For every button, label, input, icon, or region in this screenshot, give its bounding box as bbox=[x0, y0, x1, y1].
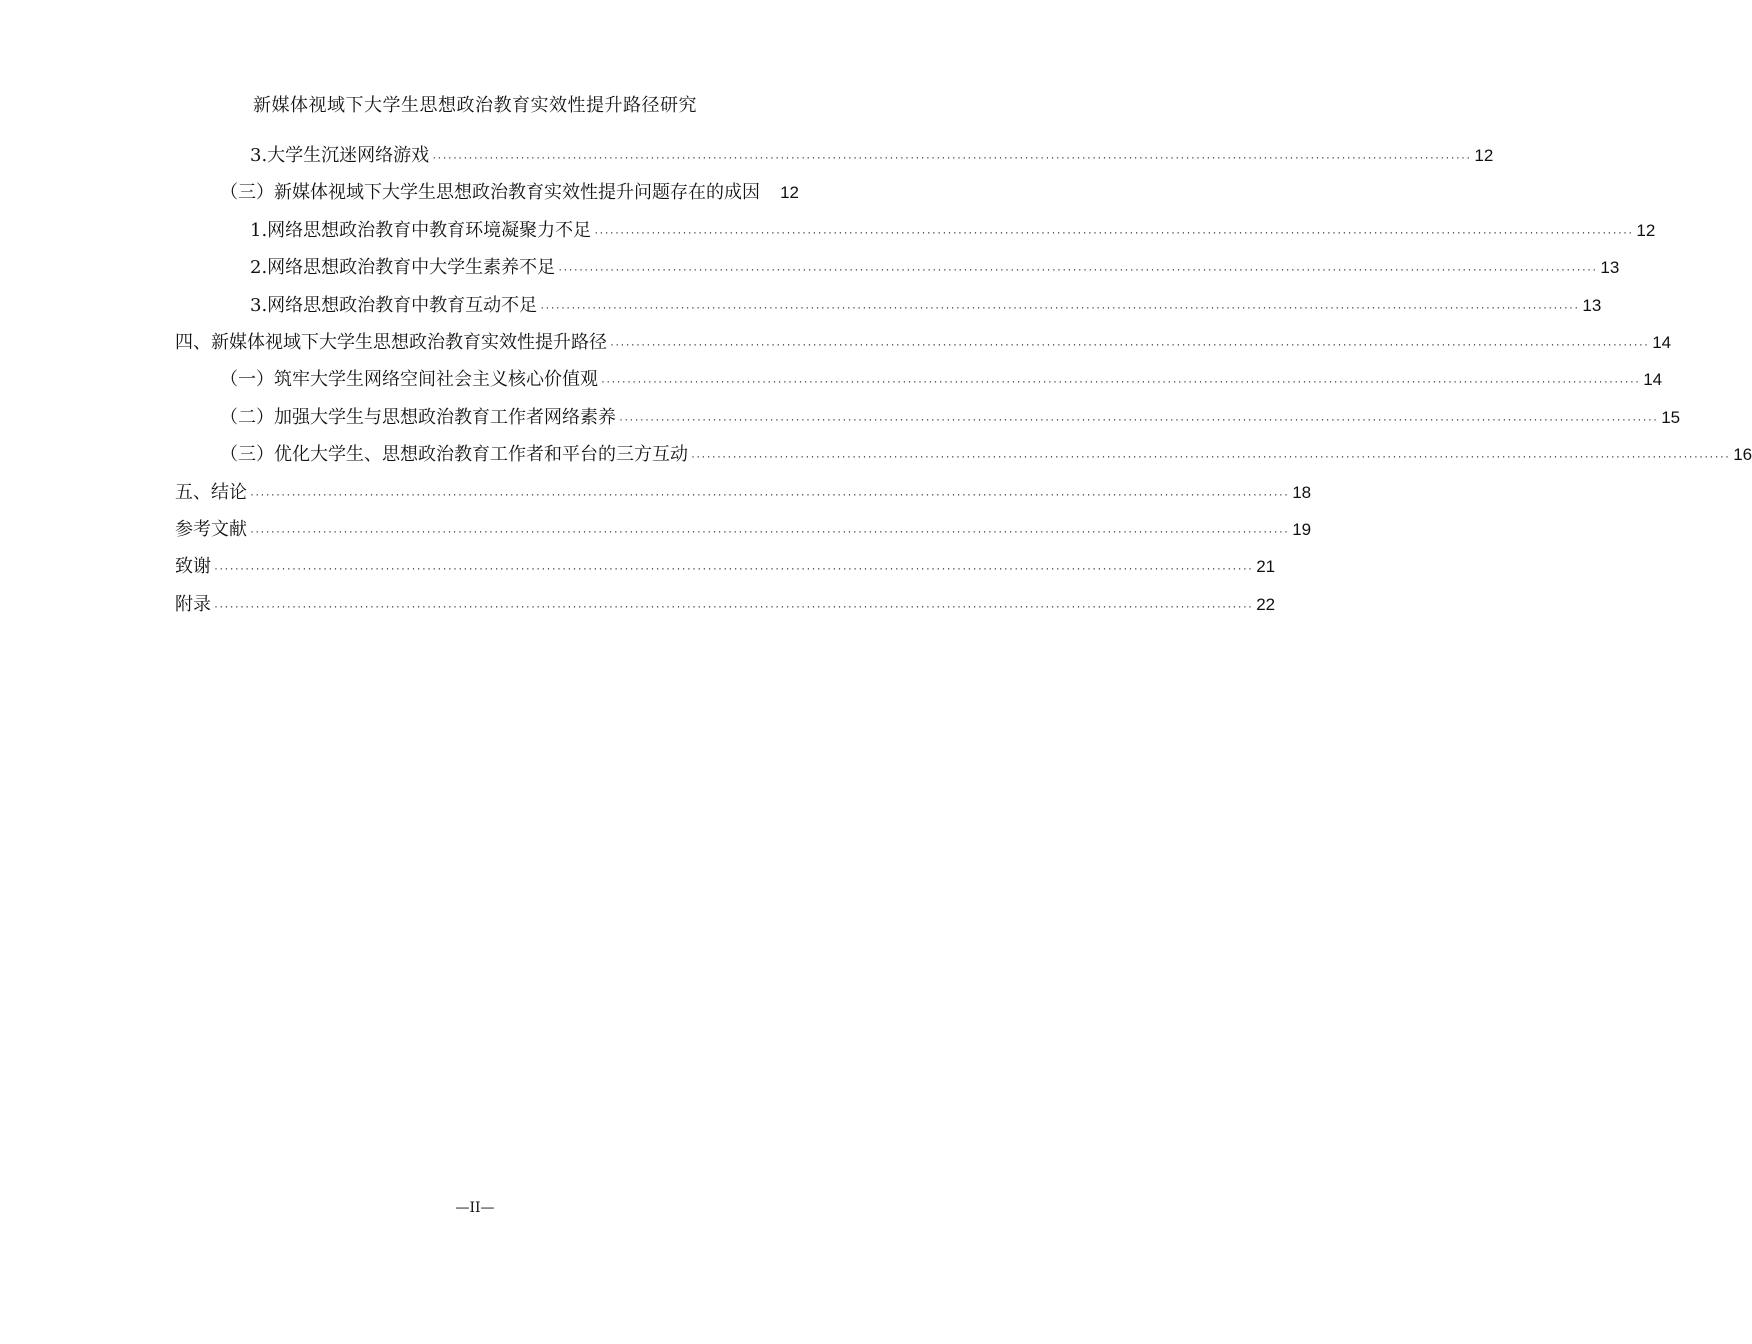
toc-page-number: 13 bbox=[1582, 295, 1602, 315]
toc-page-number: 13 bbox=[1600, 258, 1620, 278]
toc-entry[interactable] bbox=[175, 141, 1494, 178]
toc-dot-leader: ········································································································································································································ bbox=[594, 224, 1634, 239]
toc-page-number: 12 bbox=[780, 183, 799, 203]
toc-page-number: 12 bbox=[1474, 146, 1494, 165]
toc-dot-leader: ········································································································································································································ bbox=[214, 561, 1254, 576]
toc-entry-title: 1.网络思想政治教育中教育环境凝聚力不足 bbox=[250, 219, 592, 241]
toc-entry-title: （三）新媒体视域下大学生思想政治教育实效性提升问题存在的成因 bbox=[220, 182, 760, 204]
toc-dot-leader: ········································································································································································································ bbox=[601, 374, 1641, 389]
toc-entry[interactable] bbox=[175, 253, 1620, 290]
toc-page-number: 14 bbox=[1652, 332, 1672, 352]
toc-entry-title: （一）筑牢大学生网络空间社会主义核心价值观 bbox=[220, 369, 598, 391]
toc-entry[interactable] bbox=[175, 178, 799, 215]
toc-dot-leader: ········································································································································································································ bbox=[558, 262, 1598, 277]
toc-dot-leader: ········································································································································································································ bbox=[432, 150, 1472, 164]
toc-dot-leader: ········································································································································································································ bbox=[540, 299, 1580, 314]
table-of-contents bbox=[175, 141, 1752, 627]
toc-page-number: 19 bbox=[1292, 519, 1312, 539]
toc-page-number: 21 bbox=[1256, 557, 1276, 577]
toc-entry-title: 参考文献 bbox=[175, 518, 247, 540]
toc-entry[interactable] bbox=[175, 590, 1276, 627]
toc-page-number: 15 bbox=[1661, 407, 1681, 427]
toc-entry-title: （三）优化大学生、思想政治教育工作者和平台的三方互动 bbox=[220, 444, 688, 466]
toc-entry[interactable] bbox=[175, 478, 1312, 515]
toc-entry[interactable] bbox=[175, 216, 1656, 253]
toc-dot-leader: ········································································································································································································ bbox=[214, 598, 1254, 613]
page-number-footer: —II— bbox=[455, 1200, 495, 1216]
toc-entry-title: 3.大学生沉迷网络游戏 bbox=[250, 145, 430, 166]
toc-entry[interactable] bbox=[175, 365, 1663, 402]
toc-entry[interactable] bbox=[175, 552, 1276, 589]
toc-entry[interactable] bbox=[175, 291, 1602, 328]
running-header: 新媒体视域下大学生思想政治教育实效性提升路径研究 bbox=[253, 95, 697, 116]
toc-entry-title: 3.网络思想政治教育中教育互动不足 bbox=[250, 294, 538, 316]
toc-entry[interactable] bbox=[175, 440, 1752, 477]
toc-page-number: 12 bbox=[1636, 220, 1656, 240]
toc-entry-title: 附录 bbox=[175, 593, 211, 615]
toc-dot-leader: ········································································································································································································ bbox=[250, 486, 1290, 501]
toc-page-number: 22 bbox=[1256, 594, 1276, 614]
toc-page-number: 18 bbox=[1292, 482, 1312, 502]
toc-entry[interactable] bbox=[175, 515, 1312, 552]
toc-entry-title: 五、结论 bbox=[175, 481, 247, 503]
toc-entry[interactable] bbox=[175, 328, 1672, 365]
toc-dot-leader: ········································································································································································································ bbox=[691, 449, 1731, 464]
toc-page-number: 14 bbox=[1643, 370, 1663, 390]
toc-dot-leader: ········································································································································································································ bbox=[250, 523, 1290, 538]
toc-entry[interactable] bbox=[175, 403, 1681, 440]
toc-dot-leader: ········································································································································································································ bbox=[619, 411, 1659, 426]
toc-page-number: 16 bbox=[1733, 445, 1752, 465]
toc-entry-title: （二）加强大学生与思想政治教育工作者网络素养 bbox=[220, 406, 616, 428]
toc-entry-title: 四、新媒体视域下大学生思想政治教育实效性提升路径 bbox=[175, 331, 607, 353]
toc-dot-leader: ········································································································································································································ bbox=[610, 336, 1650, 351]
toc-entry-title: 致谢 bbox=[175, 556, 211, 578]
toc-entry-title: 2.网络思想政治教育中大学生素养不足 bbox=[250, 257, 556, 279]
